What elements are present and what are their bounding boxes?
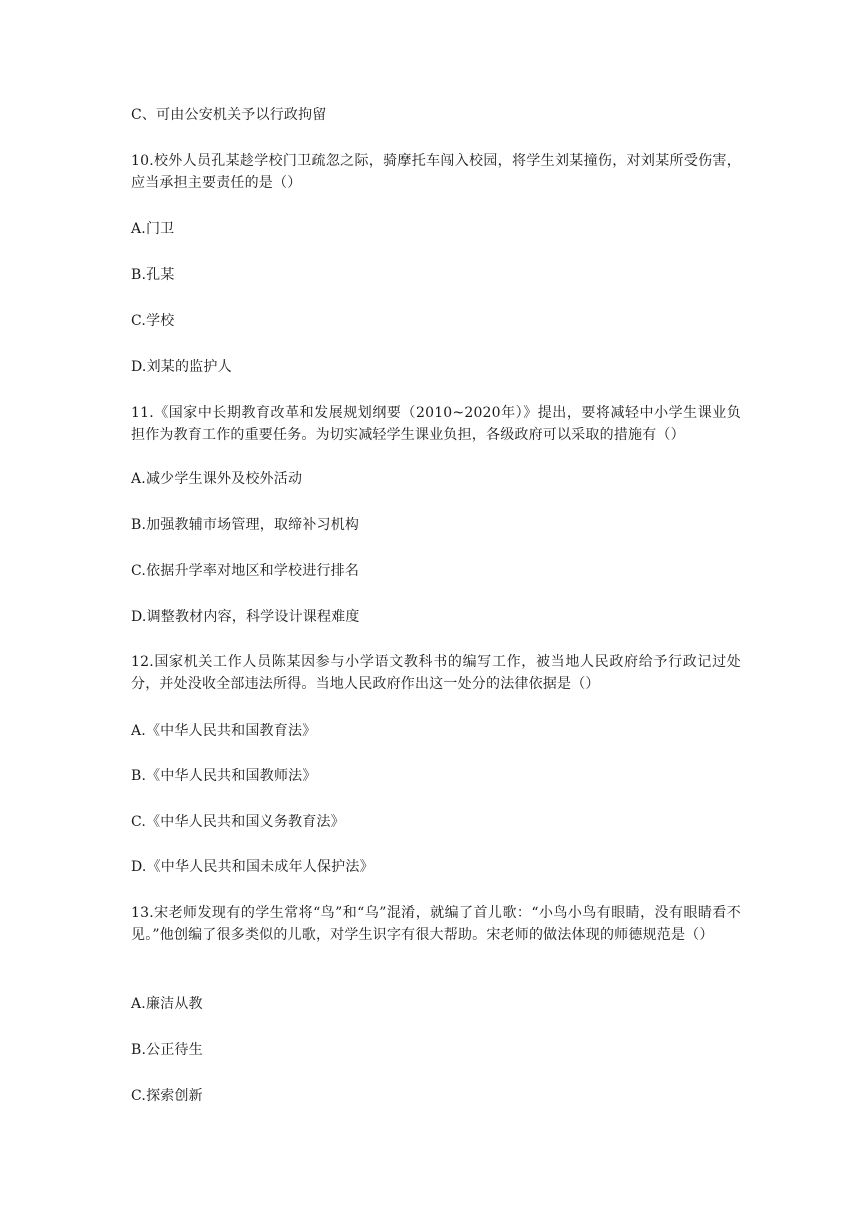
question-13-option-a: A.廉洁从教 <box>131 996 203 1012</box>
question-13-option-b: B.公正待生 <box>131 1042 203 1058</box>
question-13-stem: 13.宋老师发现有的学生常将“鸟”和“乌”混淆，就编了首儿歌：“小鸟小鸟有眼睛，没有眼睛看不见。”他创编了很多类似的儿歌，对学生识字有很大帮助。宋老师的做法体现的师德规范是（） <box>131 905 741 943</box>
question-11-option-b: B.加强教辅市场管理，取缔补习机构 <box>131 517 360 533</box>
question-12-option-a: A.《中华人民共和国教育法》 <box>131 723 317 739</box>
question-12-option-d: D.《中华人民共和国未成年人保护法》 <box>131 859 374 875</box>
question-10-option-c: C.学校 <box>131 313 175 329</box>
question-12-option-c: C.《中华人民共和国义务教育法》 <box>131 814 345 830</box>
question-11-option-a: A.减少学生课外及校外活动 <box>131 471 303 487</box>
question-11-stem: 11.《国家中长期教育改革和发展规划纲要（2010~2020年）》提出，要将减轻中小学生课业负担作为教育工作的重要任务。为切实减轻学生课业负担，各级政府可以采取的措施有（） <box>131 405 741 443</box>
question-10-option-b: B.孔某 <box>131 267 175 283</box>
prev-question-option-c: C、可由公安机关予以行政拘留 <box>131 107 327 123</box>
question-12-stem: 12.国家机关工作人员陈某因参与小学语文教科书的编写工作，被当地人民政府给予行政记过处分，并处没收全部违法所得。当地人民政府作出这一处分的法律依据是（） <box>131 654 741 692</box>
question-11-option-c: C.依据升学率对地区和学校进行排名 <box>131 563 360 579</box>
question-10-option-a: A.门卫 <box>131 221 175 237</box>
question-12-option-b: B.《中华人民共和国教师法》 <box>131 768 317 784</box>
question-10-stem: 10.校外人员孔某趁学校门卫疏忽之际，骑摩托车闯入校园，将学生刘某撞伤，对刘某所受伤害，应当承担主要责任的是（） <box>131 153 741 191</box>
question-10-option-d: D.刘某的监护人 <box>131 359 232 375</box>
question-13-option-c: C.探索创新 <box>131 1088 203 1104</box>
question-11-option-d: D.调整教材内容，科学设计课程难度 <box>131 609 360 625</box>
